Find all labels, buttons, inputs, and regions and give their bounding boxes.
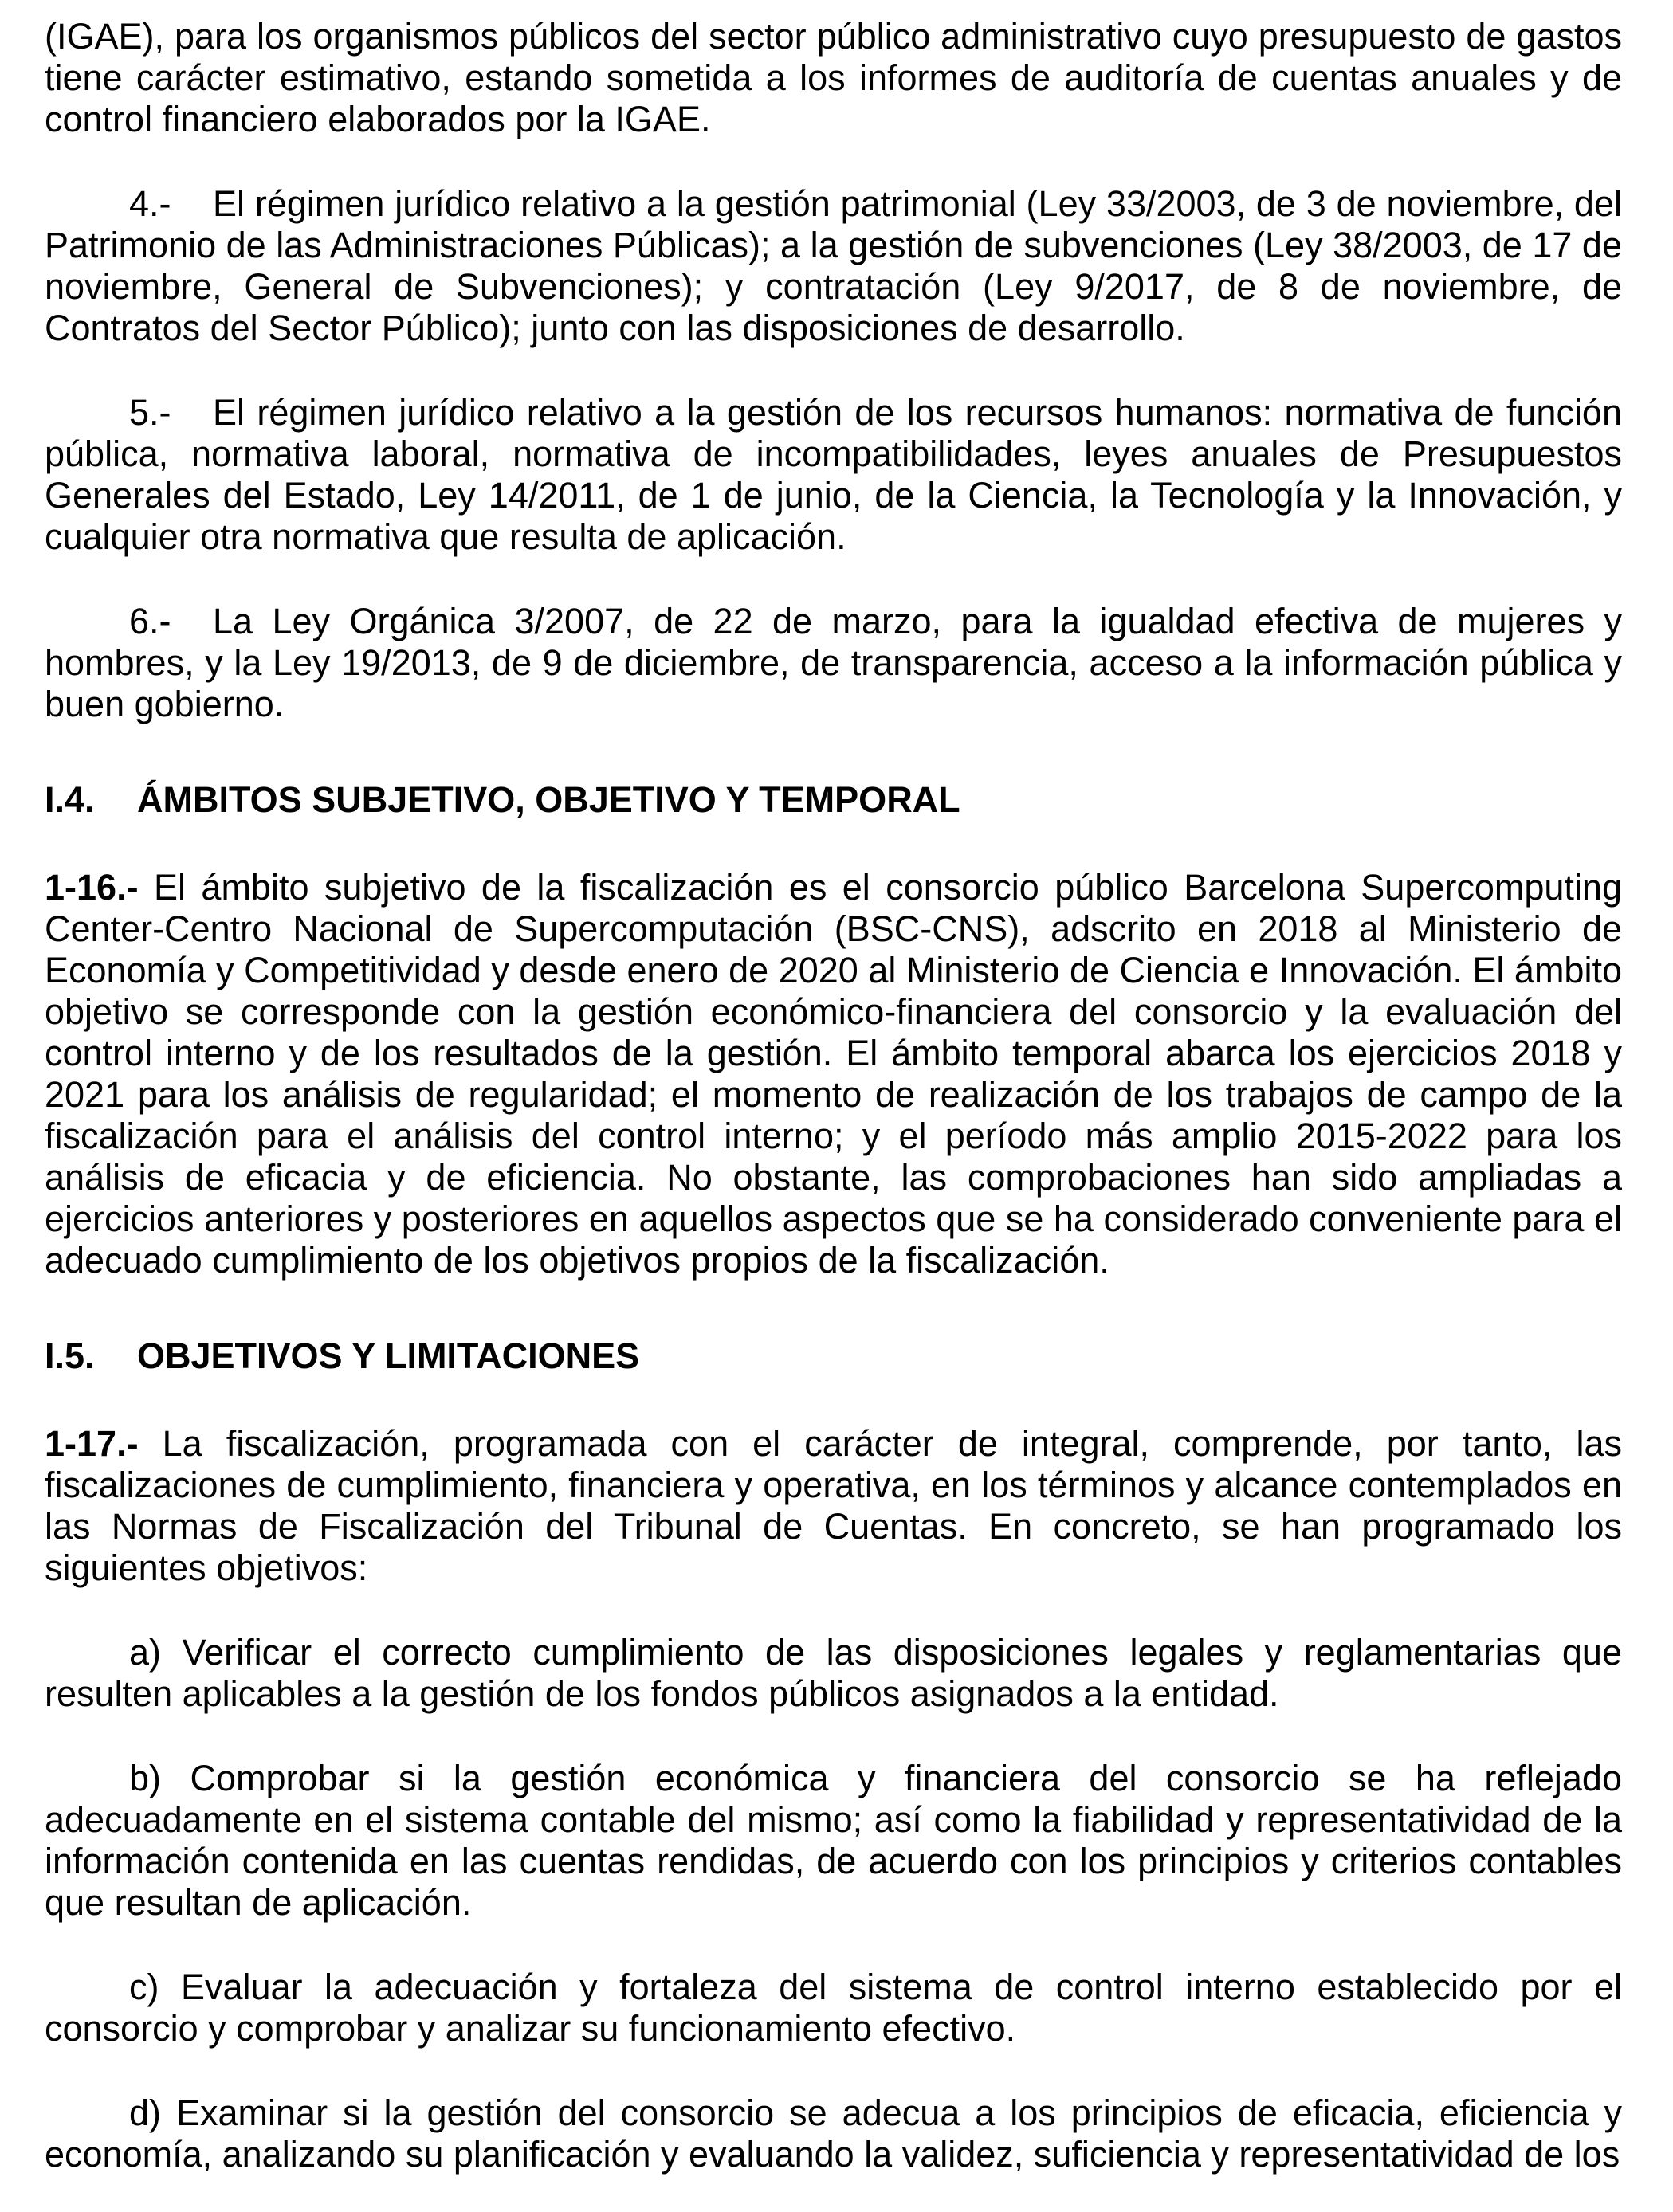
paragraph-lead-number: 1-16.- [45,867,139,908]
objective-paragraph-a [45,1632,1622,1715]
objective-letter: b) [129,1758,162,1798]
heading-number: I.4. [45,779,95,820]
objective-paragraph-b [45,1758,1622,1924]
numbered-paragraph-4 [45,183,1622,349]
paragraph-number: 4.- [129,183,171,224]
objective-paragraph-c [45,1967,1622,2049]
objective-paragraph-d [45,2092,1622,2175]
numbered-paragraph-5 [45,392,1622,558]
paragraph-text: Examinar si la gestión del consorcio se adecua a los principios de eficacia, eficiencia y economía, analizando su planificación y evaluando la validez, suficiencia y representatividad de los [45,2092,1622,2175]
paragraph-number: 6.- [129,601,171,641]
paragraph-igae: (IGAE), para los organismos públicos del sector público administrativo cuyo presupuesto de gastos tiene carácter estimativo, estando sometida a los informes de auditoría de cuentas anuales y de control financiero elaborados por la IGAE. [45,16,1622,139]
paragraph-text: Comprobar si la gestión económica y financiera del consorcio se ha reflejado adecuadamente en el sistema contable del mismo; así como la fiabilidad y representatividad de la información contenida en las cuentas rendidas, de acuerdo con los principios y criterios contables que resultan de aplicación. [45,1758,1622,1923]
objective-letter: a) [129,1632,162,1673]
paragraph-text: La fiscalización, programada con el carácter de integral, comprende, por tanto, las fiscalizaciones de cumplimiento, financiera y operativa, en los términos y alcance contemplados en las Normas de Fiscalización del Tribunal de Cuentas. En concreto, se han programado los siguientes objetivos: [45,1423,1622,1588]
paragraph-text: El régimen jurídico relativo a la gestión de los recursos humanos: normativa de función pública, normativa laboral, normativa de incompatibilidades, leyes anuales de Presupuestos Generales del Estado, Ley 14/2011, de 1 de junio, de la Ciencia, la Tecnología y la Innovación, y cualquier otra normativa que resulta de aplicación. [45,392,1622,557]
paragraph-text: Verificar el correcto cumplimiento de las disposiciones legales y reglamentarias que resulten aplicables a la gestión de los fondos públicos asignados a la entidad. [45,1632,1622,1714]
numbered-paragraph-6 [45,601,1622,725]
heading-title: ÁMBITOS SUBJETIVO, OBJETIVO Y TEMPORAL [137,779,960,820]
heading-number: I.5. [45,1335,95,1376]
paragraph-1-17 [45,1423,1622,1589]
section-heading-i5 [45,1335,1622,1377]
paragraph-1-16 [45,867,1622,1281]
paragraph-text: El régimen jurídico relativo a la gestión patrimonial (Ley 33/2003, de 3 de noviembre, del Patrimonio de las Administraciones Públicas); a la gestión de subvenciones (Ley 38/2003, de 17 de noviembre, General de Subvenciones); y contratación (Ley 9/2017, de 8 de noviembre, de Contratos del Sector Público); junto con las disposiciones de desarrollo. [45,183,1622,348]
paragraph-lead-number: 1-17.- [45,1423,139,1464]
section-heading-i4 [45,779,1622,821]
paragraph-number: 5.- [129,392,171,433]
objective-letter: c) [129,1967,159,2007]
paragraph-text: El ámbito subjetivo de la fiscalización es el consorcio público Barcelona Supercomputing Center-Centro Nacional de Supercomputación (BSC-CNS), adscrito en 2018 al Ministerio de Economía y Competitividad y desde enero de 2020 al Ministerio de Ciencia e Innovación. El ámbito objetivo se corresponde con la gestión económico-financiera del consorcio y la evaluación del control interno y de los resultados de la gestión. El ámbito temporal abarca los ejercicios 2018 y 2021 para los análisis de regularidad; el momento de realización de los trabajos de campo de la fiscalización para el análisis del control interno; y el período más amplio 2015-2022 para los análisis de eficacia y de eficiencia. No obstante, las comprobaciones han sido ampliadas a ejercicios anteriores y posteriores en aquellos aspectos que se ha considerado conveniente para el adecuado cumplimiento de los objetivos propios de la fiscalización. [45,867,1622,1281]
paragraph-text: Evaluar la adecuación y fortaleza del sistema de control interno establecido por el consorcio y comprobar y analizar su funcionamiento efectivo. [45,1967,1622,2049]
paragraph-text: La Ley Orgánica 3/2007, de 22 de marzo, para la igualdad efectiva de mujeres y hombres, y la Ley 19/2013, de 9 de diciembre, de transparencia, acceso a la información pública y buen gobierno. [45,601,1622,724]
heading-title: OBJETIVOS Y LIMITACIONES [137,1335,640,1376]
objective-letter: d) [129,2092,162,2133]
